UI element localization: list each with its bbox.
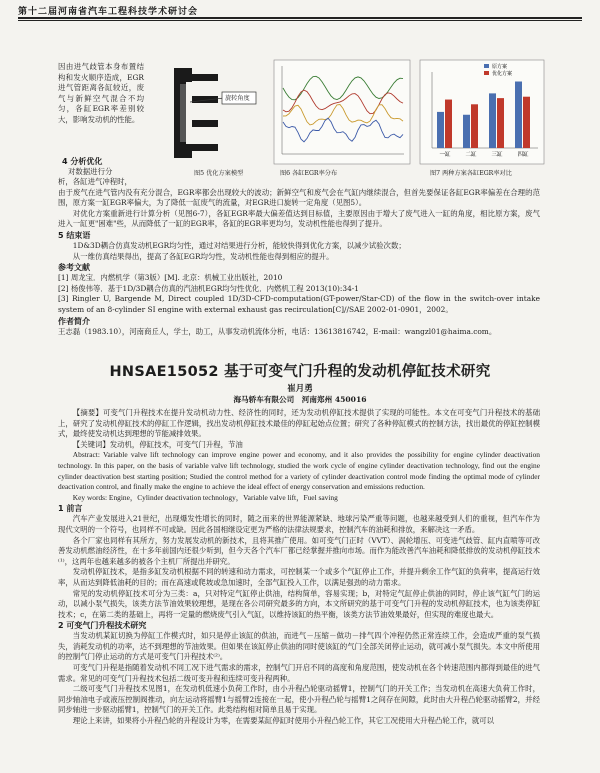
section2-paragraph: 当发动机某缸切换为停缸工作模式时，如只是停止该缸的供油，而进气－压缩－做功－排气四个冲程仍然正常连续工作，会造成严重的泵气损失，消耗发动机的功率，达不到理想的节油效果。但如果在该缸停止供油的同时使该缸的气门全部关闭停止运动，就可减小泵气损失。本文中所使用的控制气门停止运动的方式是可变气门升程技术⁽²⁾。 [58, 631, 540, 662]
legend-label: 优化方案 [492, 71, 513, 77]
section4-heading: 4 分析优化 [62, 157, 103, 166]
figure-7-chart [418, 58, 546, 170]
bar-2-1 [445, 100, 452, 148]
x-tick-label: 三缸 [491, 152, 503, 158]
bar-2-2 [471, 104, 478, 148]
paper2-affiliation: 海马轿车有限公司 河南郑州 450016 [233, 395, 367, 404]
section2-paragraph: 二级可变气门升程技术见图1，在发动机低速小负荷工作时，由小升程凸轮驱动摇臂1，控制气门的开关工作；当发动机在高速大负荷工作时，同步轴油电子或液压控制阀推动，向左运动将摇臂1与摇臂2连接在一起，使小升程凸轮与摇臂1之间存在间隙，此时由大升程凸轮驱动摇臂2，并经同步轴进一步驱动摇臂1，控制气门的开关工作。此类结构相对简单且易于实现。 [58, 684, 540, 715]
section1-heading: 1 前言 [58, 504, 83, 514]
x-tick-label: 二缸 [465, 152, 477, 158]
bar-2-3 [497, 98, 504, 148]
intro-text: 因由进气歧管本身布置结构和发火顺序造成，EGR进气管距离各缸较近，废气与新鲜空气混合不均匀，各缸EGR率差别较大，影响发动机的性能。 [58, 62, 144, 124]
paper1-body [58, 177, 540, 337]
figure-5 [152, 58, 264, 177]
x-tick-label: 四缸 [517, 152, 529, 158]
section5-p2: 从一维仿真结果得出，提高了各缸EGR均匀性，发动机性能也得到相应的提升。 [72, 251, 334, 261]
figure-6 [272, 58, 412, 177]
reference-item: [2] 杨俊伟等．基于1D/3D耦合仿真的汽油机EGR均匀性优化．内燃机工程 2013(10):34-1 [58, 283, 360, 293]
section1-paragraph: 各个厂家也同样有其所方，努力发展发动机的新技术，且将其推广使用。如可变气门正时（VVT）、涡轮增压、可变进气歧管、缸内直喷等可改善发动机燃油经济性，在十多年前国内还很少听到，但今天各个汽车厂都已经掌握并推向市场。而作为能改善汽车油耗和降低排放的发动机停缸技术⁽¹⁾，这两年也越来越多的被各个主机厂所提出并研究。 [58, 535, 540, 566]
section4-line1: 对数据进行分 [68, 167, 113, 176]
section1-paragraph: 发动机停缸技术，是指多缸发动机根据不同的转速和动力需求，可控制某一个或多个气缸停止工作，并提升剩余工作气缸的负荷率，提高运行效率，从而达到降低油耗的目的；而在高速或爬坡或急加速时，全部气缸投入工作，以满足强劲的动力需求。 [58, 567, 540, 587]
figure-5-caption: 图5 优化方案模型 [194, 170, 244, 177]
figure-7-caption: 图7 两种方案各缸EGR率对比 [430, 170, 512, 177]
bar-1-1 [437, 112, 444, 148]
abstract-cn: 【摘要】可变气门升程技术在提升发动机动力性、经济性的同时，还为发动机停缸技术提供了实现的可能性。本文在可变气门升程技术的基础上，研究了发动机停缸技术的停缸工作逻辑，找出发动机停缸技术最佳的停缸起始点位置；研究了各种停缸模式的控制方法，找出最优的停缸控制模式，最终使发动机达到理想的节能减排效果。 [58, 408, 540, 439]
section4-line2: 析，各缸进气冲程时， [58, 177, 132, 186]
figure-5-box-label: 旋转角度 [225, 95, 250, 102]
x-tick-label: 一缸 [439, 152, 451, 158]
running-header: 第十二届河南省汽车工程科技学术研讨会 [18, 7, 199, 17]
legend-swatch [484, 64, 489, 68]
paper2-title: HNSAE15052 基于可变气门升程的发动机停缸技术研究 [109, 364, 491, 380]
keywords-cn: 【关键词】发动机，停缸技术，可变气门升程，节油 [72, 439, 243, 449]
section2-paragraph: 可变气门升程是指随着发动机不同工况下进气需求的需求，控制气门开启不同的高度和角度范围，使发动机在各个转速范围内都得到最佳的进气需求。常见的可变气门升程技术包括二级可变升程和连续可变升程两种。 [58, 663, 540, 683]
legend-label: 原方案 [492, 64, 508, 70]
keywords-en: Key words: Engine，Cylinder deactivation technology，Variable valve lift，Fuel saving [72, 492, 338, 502]
reference-item: [3] Ringler U, Bargende M, Direct coupled 1D/3D-CFD-computation(GT-power/Star-CD) of the flow in the switch-over intake system of an 8-cylinder SI engine with external exhaust gas recirculation[C]//SAE 2002-01-0901，2002。 [58, 294, 540, 314]
paper2-author: 崔月勇 [287, 384, 313, 394]
legend-swatch [484, 71, 489, 75]
paragraph: 由于废气在进气管内没有充分混合，EGR率都会出现较大的波动；新鲜空气和废气会在气缸内继续混合，但首先要保证各缸EGR率偏差在合理的范围，原方案一缸EGR率偏大，为了降低一缸废气的流量，对EGR进口旋转一定角度（见图5）。 [58, 187, 540, 208]
bar-2-4 [523, 97, 530, 148]
bar-1-3 [489, 93, 496, 148]
reference-item: [1] 周龙宝．内燃机学（第3版）[M]. 北京：机械工业出版社，2010 [58, 273, 283, 283]
author-bio-heading: 作者简介 [58, 316, 90, 326]
section2-paragraph: 理论上来讲，如果将小升程凸轮的升程设计为零，在需要某缸停缸时使用小升程凸轮工作，其它工况使用大升程凸轮工作，就可以 [72, 716, 495, 726]
figure-6-chart [272, 58, 412, 170]
figure-5-model [152, 58, 264, 168]
header-rule-thin [18, 20, 582, 21]
figure-7 [418, 58, 546, 177]
abstract-en: Abstract: Variable valve lift technology can improve engine power and economy, and it also provides the possibility for engine cylinder deactivation technology. In this paper, on the basis of variable valve lift technology, studied the work cycle of engine cylinder deactivation technology, find out the engine cylinder deactivation best starting position; Studied the control method for a variety of cylinder deactivation control mode finding the optimal mode of cylinder deactivation control, and finally make the engine to achieve the ideal effect of energy conservation and emissions reduction. [58, 450, 540, 492]
section1-paragraph: 汽车产业发展进入21世纪，出现爆发性增长的同时，随之而来的世界能源紧缺、地球污染严重等问题，也越来越受到人们的重视，但汽车作为现代文明的一个符号，也同样不可或缺。因此各国相继设定更为严格的法律法规要求，控制汽车的油耗和排放，来解决这一矛盾。 [58, 514, 540, 534]
figure-6-caption: 图6 各缸EGR率分布 [280, 170, 338, 177]
header-rule [18, 17, 582, 19]
bar-1-4 [515, 82, 522, 149]
section2-heading: 2 可变气门升程技术研究 [58, 621, 147, 631]
bar-1-2 [463, 115, 470, 148]
section1-paragraph: 常见的发动机停缸技术可分为三类：a，只对特定气缸停止供油，结构简单，容易实现；b，对特定气缸停止供油的同时，停止该气缸气门的运动，以减小泵气损失，该类方法节油效果较理想，是现在各公司研究最多的方向，本文所研究的基于可变气门升程的发动机停缸技术，也为该类停缸技术；c，在第二类的基础上，再将一定量的燃烧废气引入气缸，以维持该缸的热平衡，该类方法节油效果最好，但实现的难度也最大。 [58, 588, 540, 619]
section5-heading: 5 结束语 [58, 230, 91, 240]
paragraph: 对优化方案重新进行计算分析（见图6-7），各缸EGR率最大偏差值达到目标值，主要原因由于增大了废气进入一缸的角度，相比原方案，废气进入一缸更"困难"些，从而降低了一缸的EGR率，各缸的EGR率更均匀，发动机性能也得到了提升。 [58, 208, 540, 229]
section5-p1: 1D&3D耦合仿真发动机EGR均匀性，通过对结果进行分析，能较快得到优化方案，以减少试验次数； [72, 240, 406, 250]
references-heading: 参考文献 [58, 263, 90, 273]
author-bio: 王志磊（1983.10），河南商丘人，学士，助工，从事发动机流体分析，电话：13613816742，E-mail：wangzl01@haima.com。 [58, 326, 497, 336]
paper2-body [58, 408, 540, 727]
